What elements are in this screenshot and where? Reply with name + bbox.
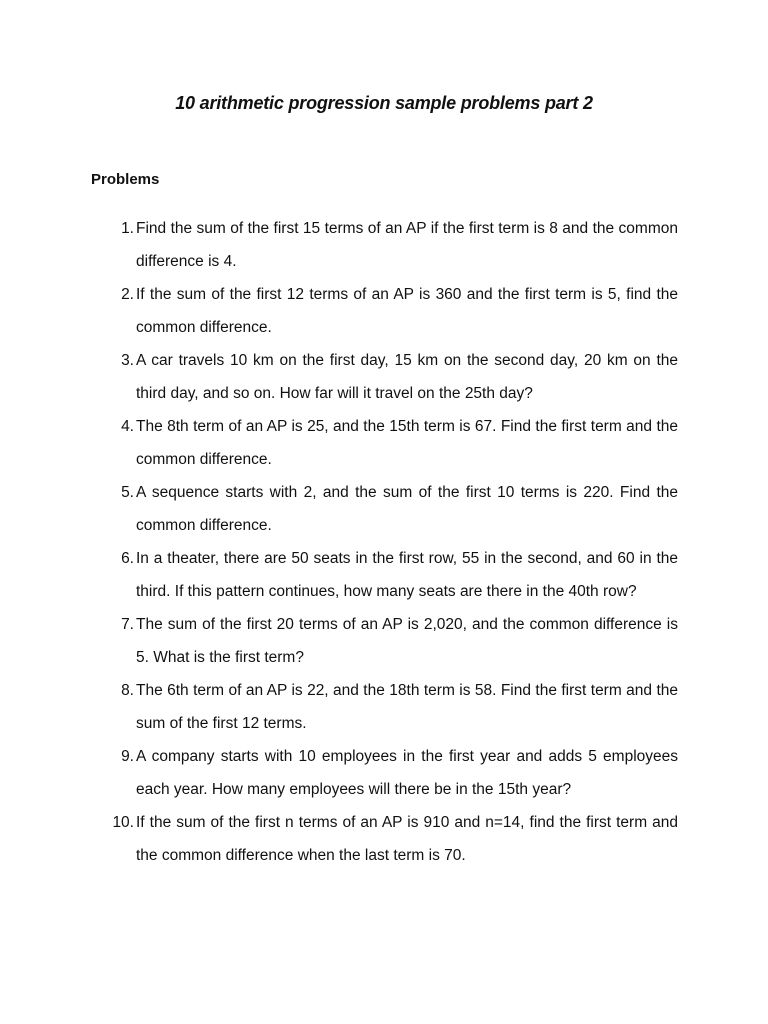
problem-number: 6.	[121, 550, 134, 567]
problem-number: 8.	[121, 682, 134, 699]
problem-item-3	[0, 344, 768, 410]
problem-item-2	[0, 278, 768, 344]
problem-item-4	[0, 410, 768, 476]
problem-item-6	[0, 542, 768, 608]
problem-text: The 8th term of an AP is 25, and the 15th term is 67. Find the first term and the common difference.	[136, 418, 678, 468]
problem-item-10	[0, 806, 768, 872]
problem-text: If the sum of the first n terms of an AP is 910 and n=14, find the first term and the common difference when the last term is 70.	[136, 814, 678, 864]
problem-text: A car travels 10 km on the first day, 15 km on the second day, 20 km on the third day, and so on. How far will it travel on the 25th day?	[136, 352, 678, 402]
problem-number: 5.	[121, 484, 134, 501]
problem-list	[0, 212, 768, 872]
problem-number: 10.	[112, 814, 134, 831]
problem-number: 9.	[121, 748, 134, 765]
problem-text: A sequence starts with 2, and the sum of the first 10 terms is 220. Find the common difference.	[136, 484, 678, 534]
problem-item-5	[0, 476, 768, 542]
problem-text: The sum of the first 20 terms of an AP is 2,020, and the common difference is 5. What is the first term?	[136, 616, 678, 666]
problem-number: 1.	[121, 220, 134, 237]
problem-number: 2.	[121, 286, 134, 303]
problem-item-9	[0, 740, 768, 806]
problem-item-8	[0, 674, 768, 740]
problem-number: 3.	[121, 352, 134, 369]
problem-text: In a theater, there are 50 seats in the first row, 55 in the second, and 60 in the third. If this pattern continues, how many seats are there in the 40th row?	[136, 550, 678, 600]
document-title: 10 arithmetic progression sample problems part 2	[175, 93, 593, 113]
section-heading: Problems	[91, 171, 160, 188]
problem-text: Find the sum of the first 15 terms of an AP if the first term is 8 and the common difference is 4.	[136, 220, 678, 270]
problem-item-7	[0, 608, 768, 674]
problem-text: If the sum of the first 12 terms of an AP is 360 and the first term is 5, find the common difference.	[136, 286, 678, 336]
problem-item-1	[0, 212, 768, 278]
problem-number: 7.	[121, 616, 134, 633]
problem-text: The 6th term of an AP is 22, and the 18th term is 58. Find the first term and the sum of the first 12 terms.	[136, 682, 678, 732]
problem-text: A company starts with 10 employees in the first year and adds 5 employees each year. How many employees will there be in the 15th year?	[136, 748, 678, 798]
problem-number: 4.	[121, 418, 134, 435]
